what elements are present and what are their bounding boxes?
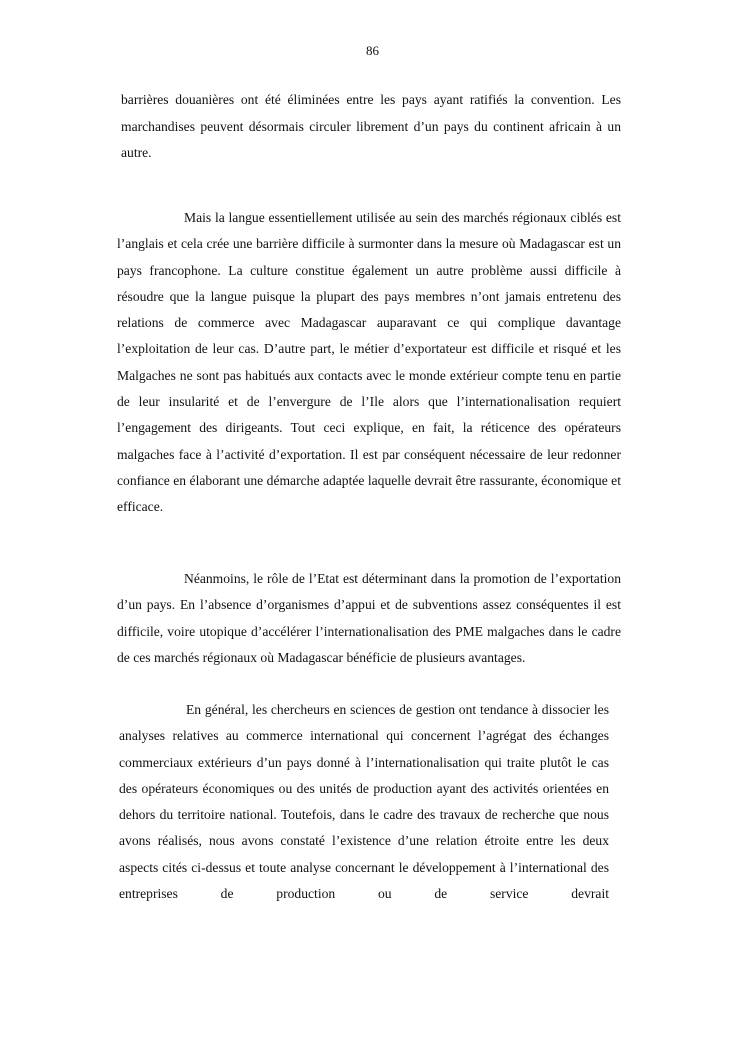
paragraph-2: Mais la langue essentiellement utilisée au sein des marchés régionaux ciblés est l’anglais et cela crée une barrière difficile à surmonter dans la mesure où Madagascar est un pays francophone. La culture constitue également un autre problème aussi difficile à résoudre que la langue puisque la plupart des pays membres n’ont jamais entretenu des relations de commerce avec Madagascar auparavant ce qui complique davantage l’exploitation de leur cas. D’autre part, le métier d’exportateur est difficile et risqué et les Malgaches ne sont pas habitués aux contacts avec le monde extérieur compte tenu en partie de leur insularité et de l’envergure de l’Ile alors que l’internationalisation requiert l’engagement des dirigeants. Tout ceci explique, en fait, la réticence des opérateurs malgaches face à l’activité d’exportation. Il est par conséquent nécessaire de leur redonner confiance en élaborant une démarche adaptée laquelle devrait être rassurante, économique et efficace.: [117, 210, 621, 515]
paragraph-4: En général, les chercheurs en sciences de gestion ont tendance à dissocier les analyses relatives au commerce international qui concernent l’agrégat des échanges commerciaux extérieurs d’un pays donné à l’internationalisation qui traite plutôt le cas des opérateurs économiques ou des unités de production ayant des activités orientées en dehors du territoire national. Toutefois, dans le cadre des travaux de recherche que nous avons réalisés, nous avons constaté l’existence d’une relation étroite entre les deux aspects cités ci-dessus et toute analyse concernant le développement à l’international des entreprises de production ou de service devrait: [119, 702, 609, 902]
paragraph-1: barrières douanières ont été éliminées entre les pays ayant ratifiés la convention. Les marchandises peuvent désormais circuler librement d’un pays du continent africain à un autre.: [121, 92, 621, 160]
paragraph-3: Néanmoins, le rôle de l’Etat est déterminant dans la promotion de l’exportation d’un pays. En l’absence d’organismes d’appui et de subventions assez conséquentes il est difficile, voire utopique d’accélérer l’internationalisation des PME malgaches dans le cadre de ces marchés régionaux où Madagascar bénéficie de plusieurs avantages.: [117, 571, 621, 665]
page-number: 86: [366, 43, 379, 58]
